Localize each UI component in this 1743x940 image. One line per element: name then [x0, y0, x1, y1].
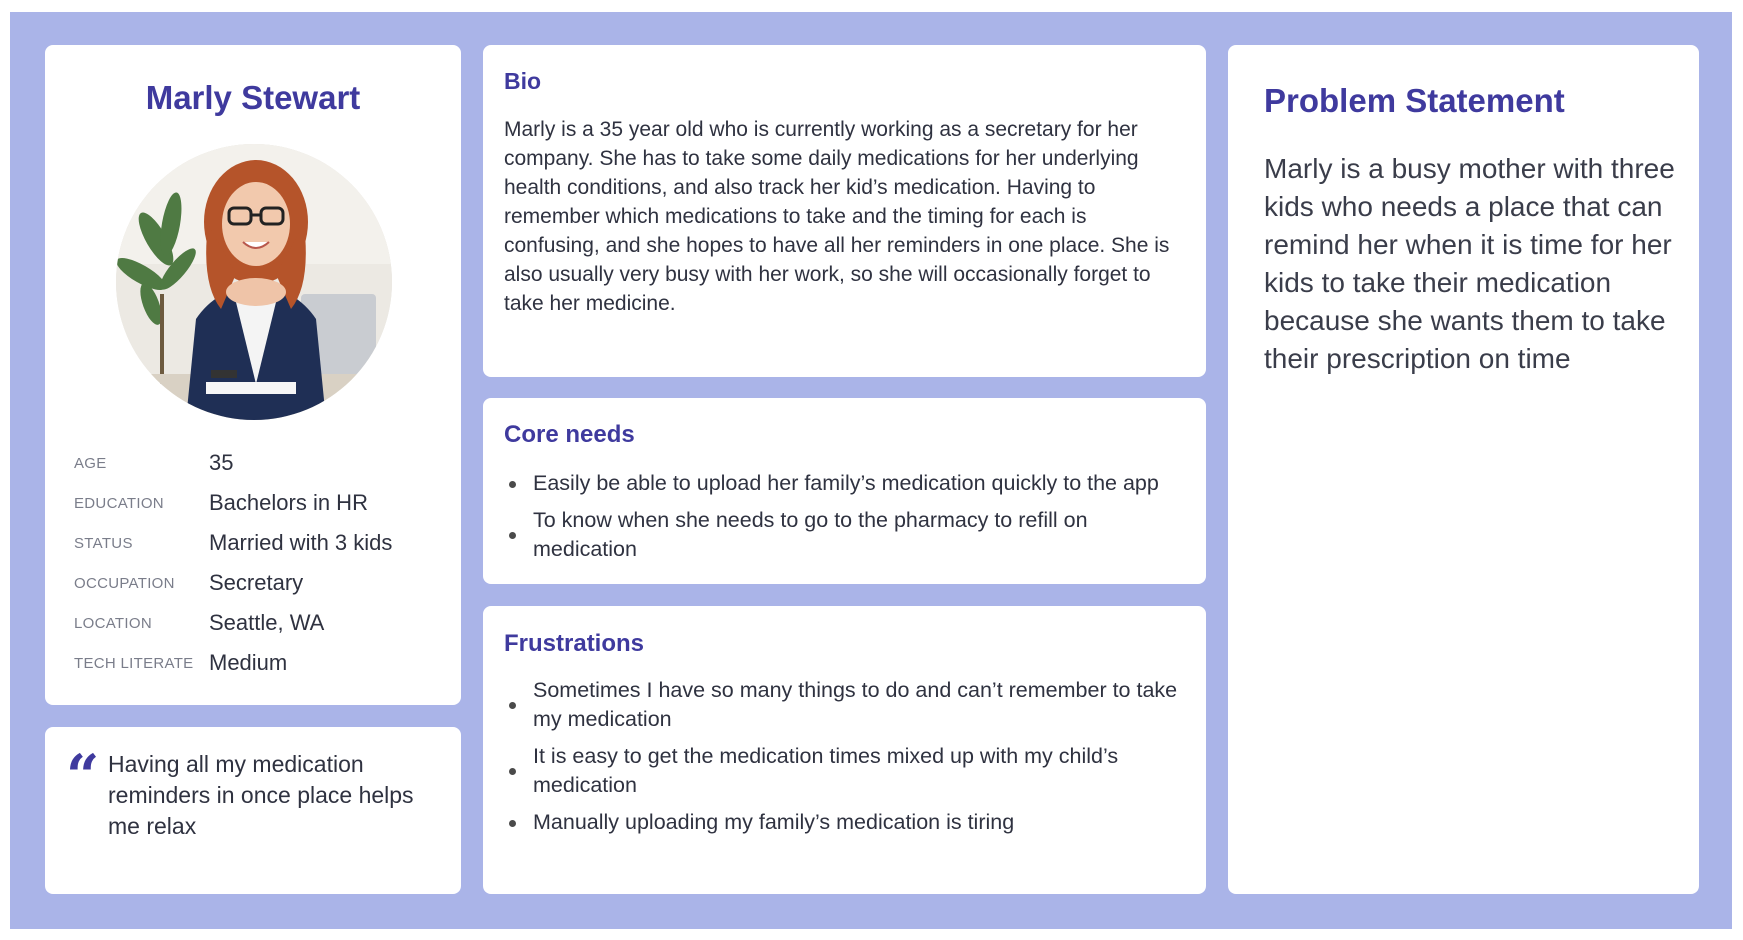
fact-label: TECH LITERATE: [74, 654, 194, 672]
fact-value: Medium: [209, 650, 288, 675]
core-needs-list: [504, 469, 1194, 572]
bullet-icon: [509, 768, 516, 775]
fact-label: AGE: [74, 454, 107, 472]
bio-card: [483, 45, 1206, 377]
bio-text: Marly is a 35 year old who is currently working as a secretary for her company. She has to take some daily medications for her underlying health conditions, and also track her kid’s medication. Having to remember which medications to take and the timing for each is confusing, and she hopes to have all her reminders in one place. She is also usually very busy with her work, so she will occasionally forget to take her medicine.: [504, 118, 1170, 315]
persona-name: Marly Stewart: [145, 79, 361, 116]
list-item: [504, 742, 1194, 800]
list-item: [504, 506, 1194, 564]
list-item: [504, 676, 1194, 734]
fact-value: Married with 3 kids: [209, 530, 393, 555]
list-item: [504, 469, 1194, 498]
fact-value: Seattle, WA: [209, 610, 325, 635]
problem-title: Problem Statement: [1264, 82, 1565, 119]
profile-card: [45, 45, 461, 705]
list-item-text: It is easy to get the medication times mixed up with my child’s medication: [533, 744, 1119, 797]
fact-row-location: [74, 603, 444, 643]
problem-statement-card: [1228, 45, 1699, 894]
core-needs-card: [483, 398, 1206, 584]
frustrations-list: [504, 676, 1194, 845]
list-item-text: To know when she needs to go to the pharmacy to refill on medication: [533, 508, 1088, 561]
fact-label: OCCUPATION: [74, 574, 175, 592]
fact-row-occupation: [74, 563, 444, 603]
bullet-icon: [509, 532, 516, 539]
fact-label: LOCATION: [74, 614, 152, 632]
persona-board: [10, 12, 1732, 929]
list-item-text: Easily be able to upload her family’s medication quickly to the app: [533, 471, 1159, 495]
list-item-text: Sometimes I have so many things to do and can’t remember to take my medication: [533, 678, 1178, 731]
frustrations-card: [483, 606, 1206, 894]
fact-value: 35: [209, 450, 234, 475]
bullet-icon: [509, 481, 516, 488]
quote-text: Having all my medication reminders in once place helps me relax: [108, 751, 414, 839]
persona-facts: [74, 443, 444, 683]
core-needs-title: Core needs: [504, 421, 635, 448]
fact-label: STATUS: [74, 534, 133, 552]
bullet-icon: [509, 820, 516, 827]
portrait-illustration: [116, 144, 392, 420]
problem-text: Marly is a busy mother with three kids who needs a place that can remind her when it is time for her kids to take their medication because she wants them to take their prescription on time: [1264, 153, 1675, 374]
list-item-text: Manually uploading my family’s medication is tiring: [533, 810, 1015, 834]
persona-photo: [116, 144, 392, 420]
fact-label: EDUCATION: [74, 494, 164, 512]
fact-row-status: [74, 523, 444, 563]
quote-card: [45, 727, 461, 894]
bullet-icon: [509, 702, 516, 709]
frustrations-title: Frustrations: [504, 630, 645, 657]
fact-value: Secretary: [209, 570, 304, 595]
quote-icon: “: [66, 742, 100, 810]
fact-value: Bachelors in HR: [209, 490, 368, 515]
fact-row-age: [74, 443, 444, 483]
list-item: [504, 808, 1194, 837]
bio-title: Bio: [504, 68, 542, 94]
fact-row-tech-literate: [74, 643, 444, 683]
fact-row-education: [74, 483, 444, 523]
